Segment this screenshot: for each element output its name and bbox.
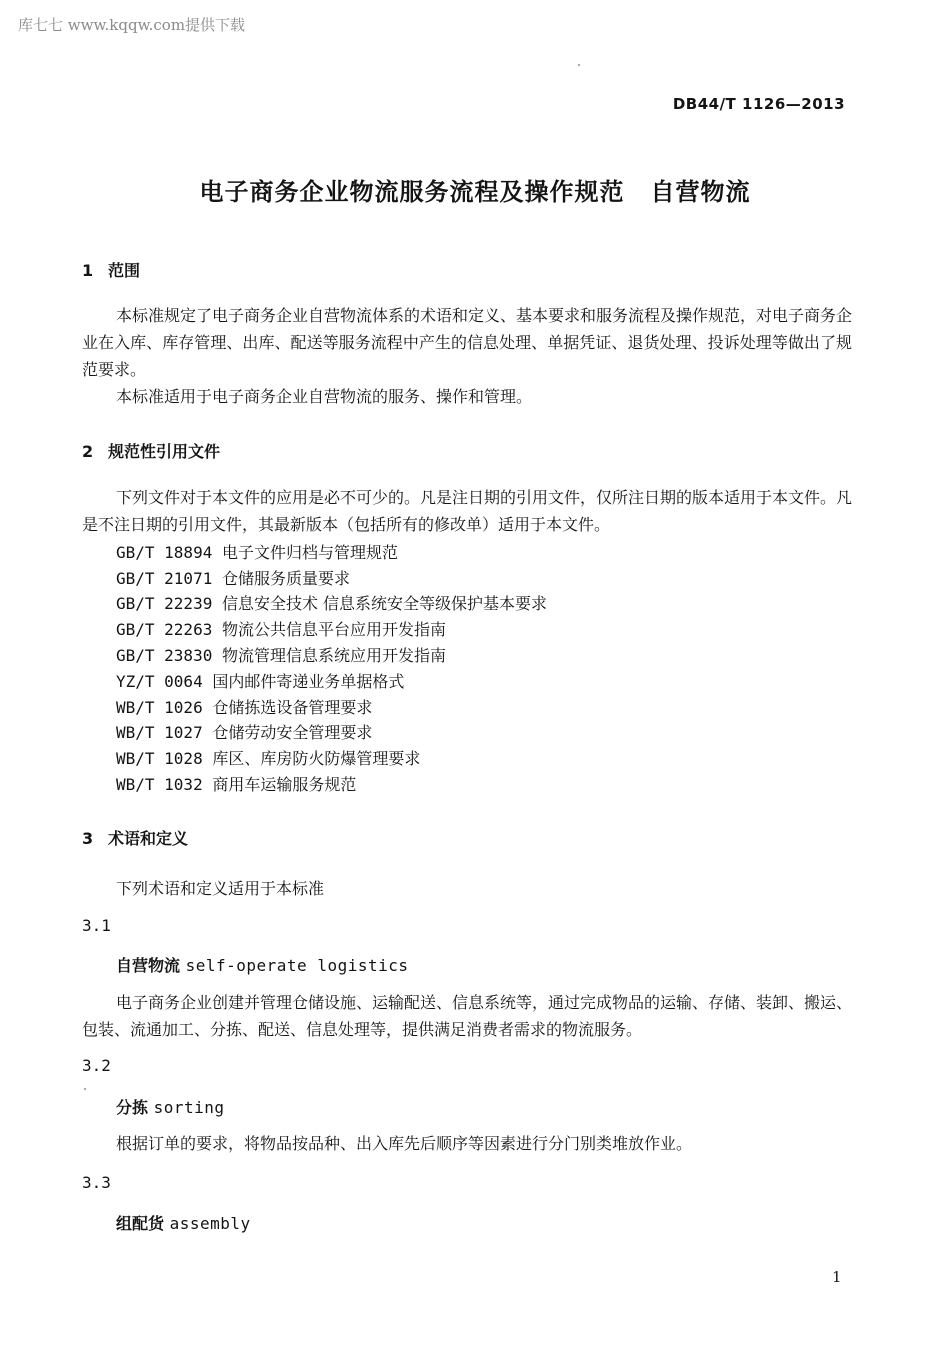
reference-item: GB/T 23830 物流管理信息系统应用开发指南 — [116, 646, 446, 665]
watermark-text: 库七七 www.kqqw.com提供下载 — [18, 16, 246, 34]
reference-item: GB/T 21071 仓储服务质量要求 — [116, 569, 350, 588]
reference-item: GB/T 18894 电子文件归档与管理规范 — [116, 543, 398, 562]
section-number: 2 — [82, 442, 94, 461]
section-title: 范围 — [108, 261, 141, 280]
term-heading: 自营物流 self-operate logistics — [116, 956, 409, 975]
section-1-paragraph-2 — [82, 383, 852, 410]
page-number: 1 — [832, 1268, 842, 1286]
section-3-intro: 下列术语和定义适用于本标准 — [116, 879, 325, 898]
scan-speck — [578, 64, 580, 66]
title-main: 电子商务企业物流服务流程及操作规范 — [199, 178, 625, 206]
term-number: 3.2 — [82, 1056, 111, 1075]
section-3-heading — [82, 826, 188, 849]
section-number: 3 — [82, 829, 94, 848]
term-definition — [82, 1130, 852, 1157]
reference-item: GB/T 22239 信息安全技术 信息系统安全等级保护基本要求 — [116, 594, 548, 613]
section-title: 术语和定义 — [108, 829, 189, 848]
reference-item: WB/T 1027 仓储劳动安全管理要求 — [116, 723, 373, 742]
paragraph-text: 下列文件对于本文件的应用是必不可少的。凡是注日期的引用文件，仅所注日期的版本适用于本文件。凡是不注日期的引用文件，其最新版本（包括所有的修改单）适用于本文件。 — [82, 488, 853, 534]
section-2-intro — [82, 484, 852, 538]
paragraph-text: 本标准规定了电子商务企业自营物流体系的术语和定义、基本要求和服务流程及操作规范，对电子商务企业在入库、库存管理、出库、配送等服务流程中产生的信息处理、单据凭证、退货处理、投诉处理等做出了规范要求。 — [82, 306, 853, 379]
term-heading: 分拣 sorting — [116, 1098, 225, 1117]
section-title: 规范性引用文件 — [108, 442, 221, 461]
reference-item: WB/T 1028 库区、库房防火防爆管理要求 — [116, 749, 421, 768]
paragraph-text: 本标准适用于电子商务企业自营物流的服务、操作和管理。 — [116, 387, 533, 406]
term-definition — [82, 989, 852, 1043]
paragraph-text: 电子商务企业创建并管理仓储设施、运输配送、信息系统等，通过完成物品的运输、存储、装卸、搬运、包装、流通加工、分拣、配送、信息处理等，提供满足消费者需求的物流服务。 — [82, 993, 853, 1039]
term-number: 3.1 — [82, 916, 111, 935]
reference-item: YZ/T 0064 国内邮件寄递业务单据格式 — [116, 672, 405, 691]
scan-speck — [84, 1088, 86, 1090]
reference-item: WB/T 1032 商用车运输服务规范 — [116, 775, 357, 794]
reference-item: GB/T 22263 物流公共信息平台应用开发指南 — [116, 620, 446, 639]
section-1-heading — [82, 258, 140, 281]
section-number: 1 — [82, 261, 94, 280]
reference-item: WB/T 1026 仓储拣选设备管理要求 — [116, 698, 373, 717]
title-sub: 自营物流 — [650, 178, 751, 206]
term-number: 3.3 — [82, 1173, 111, 1192]
section-2-heading — [82, 439, 220, 462]
document-title — [0, 172, 950, 207]
paragraph-text: 根据订单的要求，将物品按品种、出入库先后顺序等因素进行分门别类堆放作业。 — [116, 1134, 693, 1153]
term-heading: 组配货 assembly — [116, 1214, 251, 1233]
standard-number: DB44/T 1126—2013 — [672, 95, 845, 113]
section-1-paragraph-1 — [82, 302, 852, 383]
